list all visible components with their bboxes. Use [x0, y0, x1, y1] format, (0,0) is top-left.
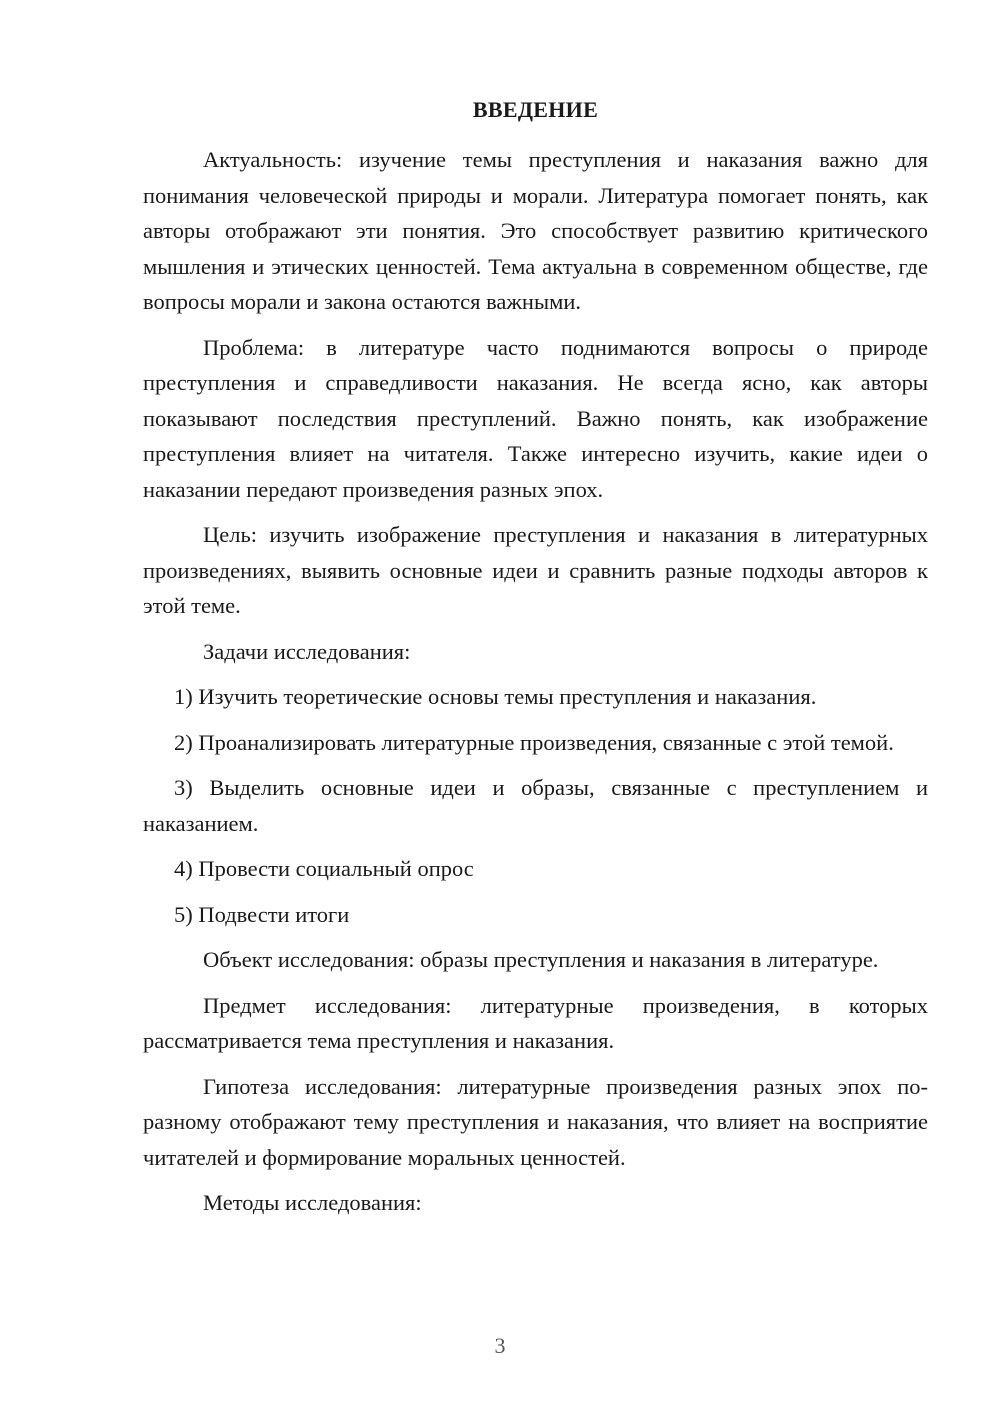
task-item-1: 1) Изучить теоретические основы темы преступления и наказания.: [174, 684, 817, 709]
task-item-3: 3) Выделить основные идеи и образы, связанные с преступлением и наказанием.: [143, 775, 928, 836]
paragraph-problem: Проблема: в литературе часто поднимаются вопросы о природе преступления и справедливости наказания. Не всегда ясно, как авторы показывают последствия преступлений. Важно понять, как изображение преступления влияет на читателя. Также интересно изучить, какие идеи о наказании передают произведения разных эпох.: [143, 334, 928, 502]
page-title: ВВЕДЕНИЕ: [472, 97, 599, 122]
paragraph-subject: Предмет исследования: литературные произведения, в которых рассматривается тема преступления и наказания.: [143, 992, 928, 1053]
task-item-2: 2) Проанализировать литературные произведения, связанные с этой темой.: [174, 729, 894, 755]
paragraph-object: Объект исследования: образы преступления и наказания в литературе.: [203, 947, 879, 972]
page-number: 3: [494, 1333, 506, 1358]
methods-heading: Методы исследования:: [203, 1190, 422, 1215]
task-item-4: 4) Провести социальный опрос: [174, 856, 474, 881]
paragraph-goal: Цель: изучить изображение преступления и наказания в литературных произведениях, выявить основные идеи и сравнить разные подходы авторов к этой теме.: [143, 522, 928, 618]
task-item-5: 5) Подвести итоги: [174, 901, 350, 927]
tasks-heading: Задачи исследования:: [203, 638, 411, 664]
paragraph-hypothesis: Гипотеза исследования: литературные произведения разных эпох по-разному отображают тему преступления и наказания, что влияет на восприятие читателей и формирование моральных ценностей.: [143, 1073, 928, 1170]
paragraph-relevance: Актуальность: изучение темы преступления и наказания важно для понимания человеческой природы и морали. Литература помогает понять, как авторы отображают эти понятия. Это способствует развитию критического мышления и этических ценностей. Тема актуальна в современном обществе, где вопросы морали и закона остаются важными.: [143, 147, 928, 314]
page-content: [143, 92, 928, 1231]
